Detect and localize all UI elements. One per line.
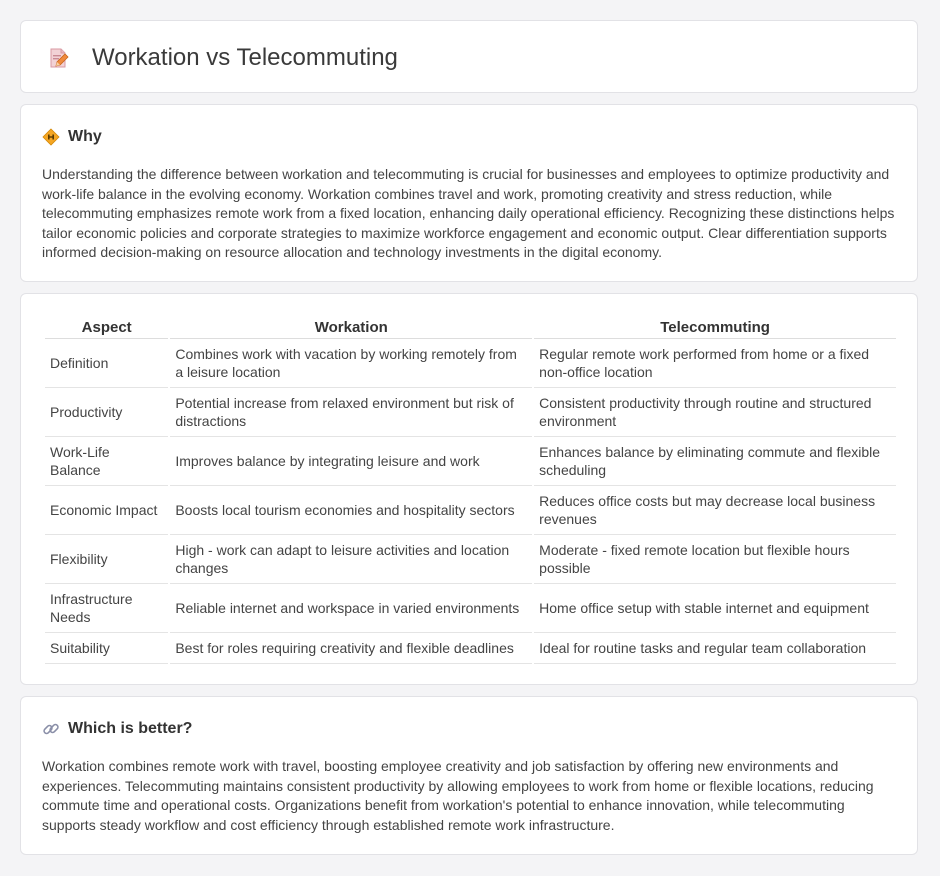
table-row (45, 437, 896, 486)
table-row (45, 633, 896, 664)
aspect-cell: Economic Impact (45, 486, 168, 535)
better-text: Workation combines remote work with travel, boosting employee creativity and job satisfaction by offering new environments and experiences. Telecommuting maintains consistent productivity by allowing employees to work from home or flexible locations, reducing commute time and operational costs. Organizations benefit from workation's potential to enhance innovation, while telecommuting supports steady workflow and cost efficiency through established remote work infrastructure. (42, 758, 874, 833)
telecommuting-cell: Consistent productivity through routine and structured environment (534, 388, 896, 437)
link-icon (42, 720, 60, 738)
aspect-cell: Suitability (45, 633, 168, 664)
table-row (45, 535, 896, 584)
aspect-cell: Flexibility (45, 535, 168, 584)
workation-cell: Best for roles requiring creativity and flexible deadlines (170, 633, 532, 664)
telecommuting-cell: Regular remote work performed from home or a fixed non-office location (534, 339, 896, 388)
workation-cell: Combines work with vacation by working remotely from a leisure location (170, 339, 532, 388)
why-section (20, 104, 918, 282)
comparison-table-card (20, 293, 918, 685)
aspect-cell: Work-Life Balance (45, 437, 168, 486)
better-title: Which is better? (68, 720, 193, 737)
better-heading (42, 719, 192, 739)
document-pencil-icon (47, 47, 69, 69)
header-aspect: Aspect (45, 316, 168, 339)
table-row (45, 339, 896, 388)
why-text: Understanding the difference between workation and telecommuting is crucial for businesses and employees to optimize productivity and work-life balance in the evolving economy. Workation combines travel and work, promoting creativity and stress reduction, while telecommuting emphasizes remote work from a fixed location, enhancing daily operational efficiency. Recognizing these distinctions helps tailor economic policies and corporate strategies to maximize workforce engagement and economic output. Clear differentiation supports informed decision-making on resource allocation and technology investments in the digital economy. (42, 166, 895, 261)
diamond-sign-icon (42, 128, 60, 146)
header-telecommuting: Telecommuting (534, 316, 896, 339)
telecommuting-cell: Ideal for routine tasks and regular team collaboration (534, 633, 896, 664)
title-card (20, 20, 918, 93)
telecommuting-cell: Enhances balance by eliminating commute and flexible scheduling (534, 437, 896, 486)
workation-cell: High - work can adapt to leisure activities and location changes (170, 535, 532, 584)
workation-cell: Potential increase from relaxed environment but risk of distractions (170, 388, 532, 437)
which-is-better-section (20, 696, 918, 855)
telecommuting-cell: Reduces office costs but may decrease local business revenues (534, 486, 896, 535)
page-title: Workation vs Telecommuting (92, 44, 398, 71)
why-heading (42, 127, 102, 147)
workation-cell: Boosts local tourism economies and hospitality sectors (170, 486, 532, 535)
header-workation: Workation (170, 316, 532, 339)
table-row (45, 584, 896, 633)
aspect-cell: Productivity (45, 388, 168, 437)
why-title: Why (68, 128, 102, 145)
comparison-table (43, 316, 898, 664)
aspect-cell: Infrastructure Needs (45, 584, 168, 633)
aspect-cell: Definition (45, 339, 168, 388)
table-row (45, 388, 896, 437)
table-header-row (45, 316, 896, 339)
table-row (45, 486, 896, 535)
telecommuting-cell: Moderate - fixed remote location but flexible hours possible (534, 535, 896, 584)
workation-cell: Reliable internet and workspace in varied environments (170, 584, 532, 633)
telecommuting-cell: Home office setup with stable internet and equipment (534, 584, 896, 633)
workation-cell: Improves balance by integrating leisure and work (170, 437, 532, 486)
